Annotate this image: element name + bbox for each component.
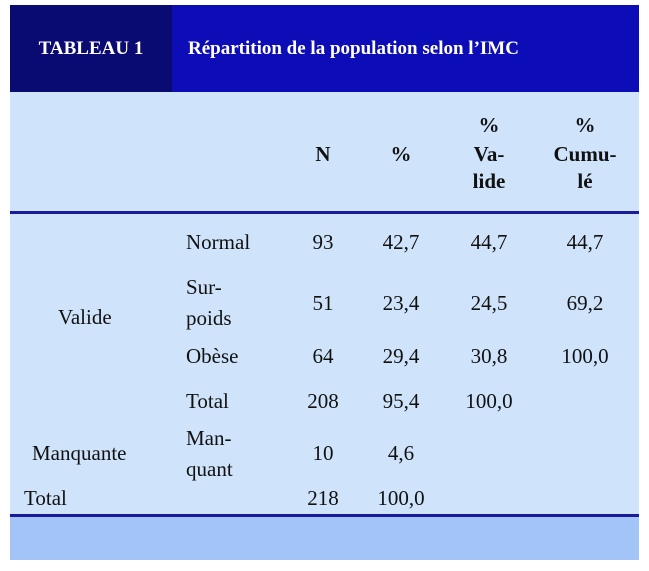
table-figure [10, 5, 639, 560]
table-title: Répartition de la population selon l’IMC [172, 5, 639, 92]
row-n: 93 [312, 230, 334, 254]
row-pct: 4,6 [387, 441, 415, 465]
row-cum-pct: 69,2 [566, 291, 604, 315]
col-header-n: N [315, 142, 331, 166]
col-header-pct: % [390, 142, 412, 166]
row-n: 218 [307, 486, 339, 510]
group-label-valide: Valide [58, 305, 112, 329]
row-n: 51 [312, 291, 334, 315]
col-header-cum-1: % [574, 113, 596, 137]
row-category: Man- [186, 426, 232, 450]
col-header-valid-3: lide [472, 169, 506, 193]
row-n: 208 [307, 389, 339, 413]
row-valid-pct: 44,7 [470, 230, 508, 254]
row-category: Normal [186, 230, 251, 254]
group-label-total: Total [24, 486, 67, 510]
table-footer-band [10, 517, 639, 560]
col-header-valid-1: % [478, 113, 500, 137]
col-header-cum-3: lé [577, 169, 593, 193]
row-cum-pct: 100,0 [561, 344, 609, 368]
row-category: Obèse [186, 344, 239, 368]
row-pct: 29,4 [382, 344, 420, 368]
table-label: TABLEAU 1 [10, 5, 172, 92]
row-n: 64 [312, 344, 334, 368]
table-header [10, 5, 639, 92]
row-category: Sur- [186, 275, 222, 299]
row-cum-pct: 44,7 [566, 230, 604, 254]
row-pct: 100,0 [377, 486, 425, 510]
row-valid-pct: 30,8 [470, 344, 508, 368]
row-n: 10 [312, 441, 334, 465]
row-valid-pct: 24,5 [470, 291, 508, 315]
col-header-cum-2: Cumu- [553, 142, 617, 166]
group-label-manquante: Manquante [32, 441, 127, 465]
row-category-cont: poids [186, 306, 232, 330]
row-valid-pct: 100,0 [465, 389, 513, 413]
row-category: Total [186, 389, 229, 413]
row-category-cont: quant [186, 457, 233, 481]
col-header-valid-2: Va- [473, 142, 505, 166]
row-pct: 23,4 [382, 291, 420, 315]
row-pct: 42,7 [382, 230, 420, 254]
row-pct: 95,4 [382, 389, 420, 413]
header-rule [10, 211, 639, 214]
